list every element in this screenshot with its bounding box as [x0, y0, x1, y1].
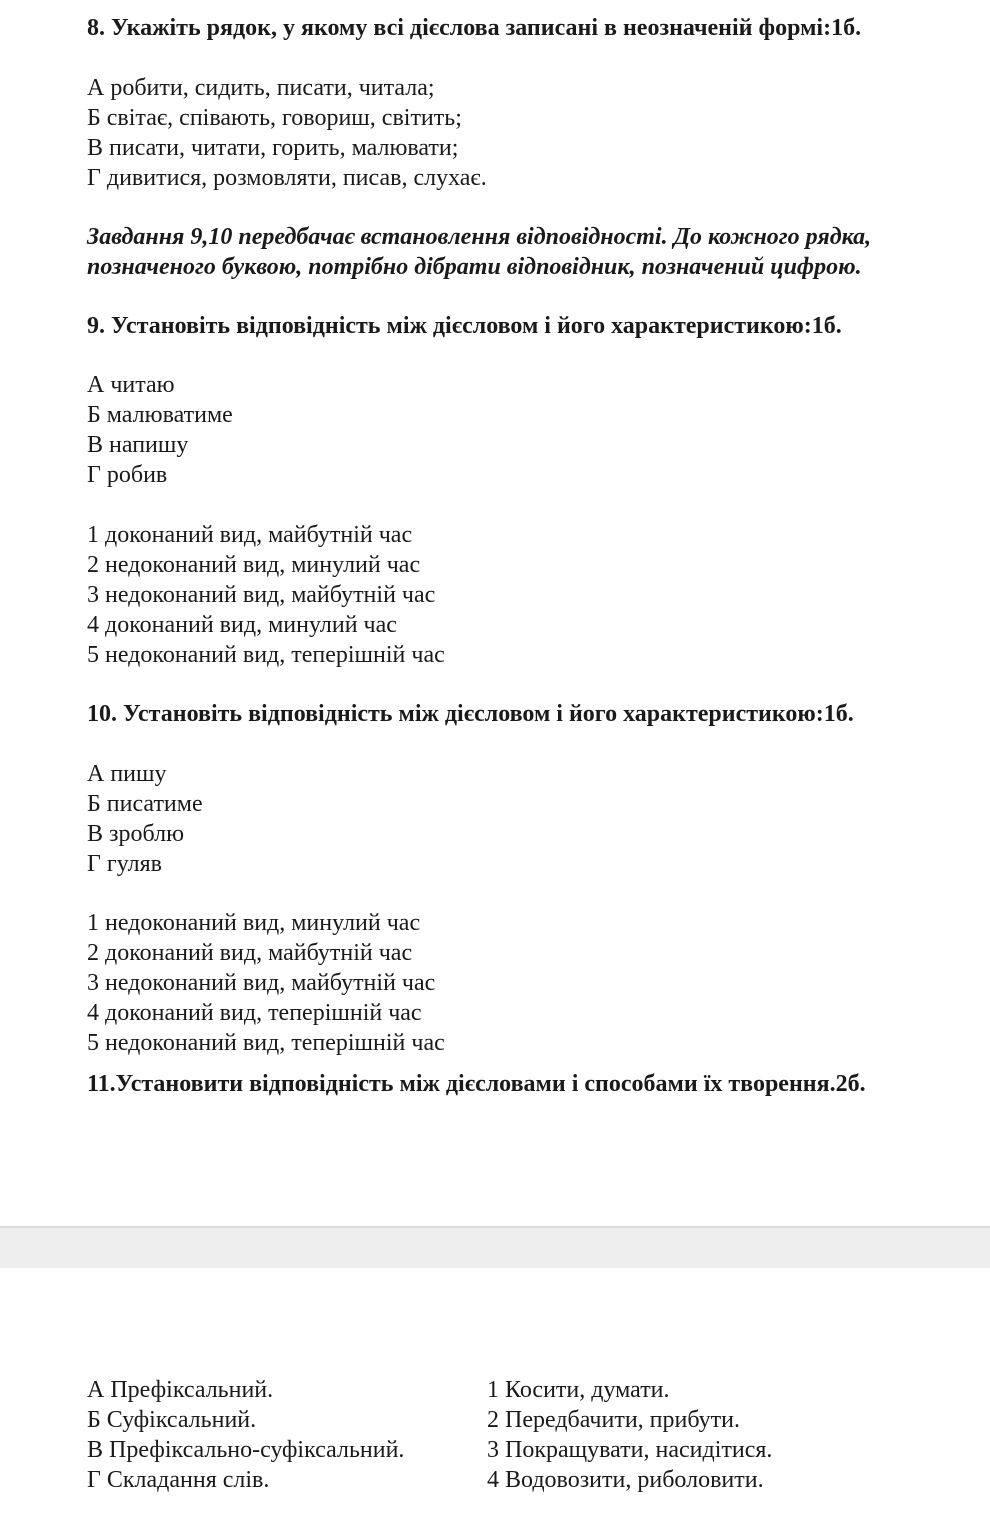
question-11-letters — [87, 1375, 487, 1495]
item-a: А пишу — [87, 761, 167, 787]
verbs-4: 4 Водовозити, риболовити. — [487, 1467, 764, 1493]
option-d: Г дивитися, розмовляти, писав, слухає. — [87, 165, 487, 191]
item-b: Б писатиме — [87, 791, 203, 817]
question-9 — [87, 311, 967, 341]
answer-3: 3 недоконаний вид, майбутній час — [87, 582, 436, 608]
option-b: Б світає, співають, говориш, світить; — [87, 105, 462, 131]
question-8-title: 8. Укажіть рядок, у якому всі дієслова записані в неозначеній формі:1б. — [87, 15, 862, 41]
answer-2: 2 недоконаний вид, минулий час — [87, 552, 421, 578]
answer-1: 1 доконаний вид, майбутній час — [87, 522, 413, 548]
answer-1: 1 недоконаний вид, минулий час — [87, 910, 421, 936]
method-c: В Префіксально-суфіксальний. — [87, 1437, 405, 1463]
method-b: Б Суфіксальний. — [87, 1407, 257, 1433]
item-c: В напишу — [87, 432, 189, 458]
option-a: А робити, сидить, писати, читала; — [87, 75, 435, 101]
instruction-line-2: позначеного буквою, потрібно дібрати відповідник, позначений цифрою. — [87, 254, 862, 280]
question-9-numbers — [87, 520, 967, 670]
answer-5: 5 недоконаний вид, теперішній час — [87, 642, 445, 668]
question-11 — [87, 1069, 967, 1099]
item-b: Б малюватиме — [87, 402, 233, 428]
page-break — [0, 1228, 990, 1268]
question-11-numbers — [487, 1375, 772, 1495]
answer-4: 4 доконаний вид, минулий час — [87, 612, 397, 638]
verbs-3: 3 Покращувати, насидітися. — [487, 1437, 773, 1463]
item-c: В зроблю — [87, 821, 185, 847]
answer-3: 3 недоконаний вид, майбутній час — [87, 970, 436, 996]
verbs-2: 2 Передбачити, прибути. — [487, 1407, 740, 1433]
method-a: А Префіксальний. — [87, 1377, 274, 1403]
item-d: Г робив — [87, 462, 168, 488]
question-9-title: 9. Установіть відповідність між дієсловом і його характеристикою:1б. — [87, 313, 842, 339]
answer-2: 2 доконаний вид, майбутній час — [87, 940, 413, 966]
question-9-letters — [87, 370, 967, 490]
answer-5: 5 недоконаний вид, теперішній час — [87, 1030, 445, 1056]
question-10-numbers — [87, 908, 967, 1058]
verbs-1: 1 Косити, думати. — [487, 1377, 670, 1403]
question-10-title: 10. Установіть відповідність між дієсловом і його характеристикою:1б. — [87, 701, 854, 727]
item-d: Г гуляв — [87, 851, 163, 877]
instruction-note — [87, 222, 967, 282]
question-11-title: 11.Установити відповідність між дієсловами і способами їх творення.2б. — [87, 1071, 866, 1097]
item-a: А читаю — [87, 372, 175, 398]
method-d: Г Складання слів. — [87, 1467, 270, 1493]
option-c: В писати, читати, горить, малювати; — [87, 135, 459, 161]
answer-4: 4 доконаний вид, теперішній час — [87, 1000, 422, 1026]
instruction-line-1: Завдання 9,10 передбачає встановлення відповідності. До кожного рядка, — [87, 224, 872, 250]
question-8 — [87, 13, 967, 43]
question-8-options — [87, 73, 967, 193]
question-10 — [87, 699, 967, 729]
question-10-letters — [87, 759, 967, 879]
